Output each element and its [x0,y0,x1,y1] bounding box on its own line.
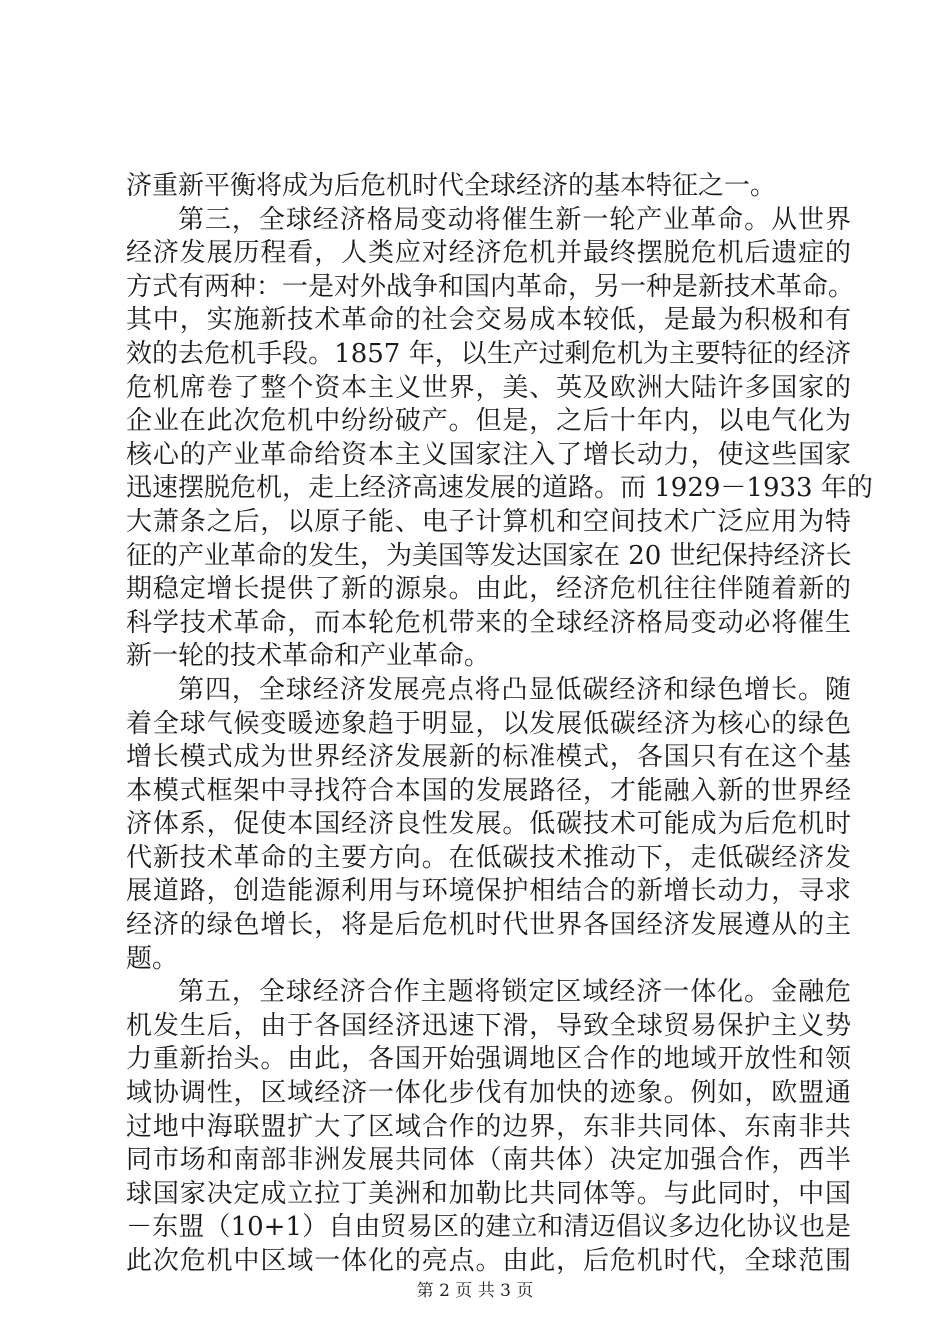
text-line: 效的去危机手段。1857 年，以生产过剩危机为主要特征的经济 [126,338,851,369]
text-line: 方式有两种：一是对外战争和国内革命，另一种是新技术革命。 [126,271,855,302]
text-line: 第五，全球经济合作主题将锁定区域经济一体化。金融危 [178,977,851,1008]
text-line: 同市场和南部非洲发展共同体（南共体）决定加强合作，西半 [126,1145,851,1176]
text-line: 增长模式成为世界经济发展新的标准模式，各国只有在这个基 [126,742,851,773]
text-line: 大萧条之后，以原子能、电子计算机和空间技术广泛应用为特 [126,506,851,537]
paragraph-third [126,204,873,674]
text-line: 其中，实施新技术革命的社会交易成本较低，是最为积极和有 [126,305,851,336]
text-line: 迅速摆脱危机，走上经济高速发展的道路。而 1929－1933 年的 [126,473,873,504]
text-line: 征的产业革命的发生，为美国等发达国家在 20 世纪保持经济长 [126,540,852,571]
text-line: 过地中海联盟扩大了区域合作的边界，东非共同体、东南非共 [126,1111,851,1142]
text-line: 济体系，促使本国经济良性发展。低碳技术可能成为后危机时 [126,809,851,840]
page-number-footer: 第 2 页 共 3 页 [416,1281,534,1301]
text-line: 展道路，创造能源利用与环境保护相结合的新增长动力，寻求 [126,876,851,907]
text-line: 题。 [126,943,179,974]
text-line: 力重新抬头。由此，各国开始强调地区合作的地域开放性和领 [126,1044,851,1075]
text-line: 危机席卷了整个资本主义世界，美、英及欧洲大陆许多国家的 [126,372,851,403]
text-line: 第四，全球经济发展亮点将凸显低碳经济和绿色增长。随 [178,674,851,705]
paragraph-fourth [126,674,851,976]
text-line: 此次危机中区域一体化的亮点。由此，后危机时代，全球范围 [126,1246,851,1276]
paragraph-fifth [126,976,851,1278]
text-line: －东盟（10+1）自由贸易区的建立和清迈倡议多边化协议也是 [126,1212,851,1243]
document-body [126,170,873,1279]
text-line: 期稳定增长提供了新的源泉。由此，经济危机往往伴随着新的 [126,574,851,605]
text-line: 机发生后，由于各国经济迅速下滑，导致全球贸易保护主义势 [126,1010,851,1041]
text-line: 经济的绿色增长，将是后危机时代世界各国经济发展遵从的主 [126,910,851,941]
text-line: 企业在此次危机中纷纷破产。但是，之后十年内，以电气化为 [126,406,851,437]
text-line: 新一轮的技术革命和产业革命。 [126,641,491,672]
text-line: 本模式框架中寻找符合本国的发展路径，才能融入新的世界经 [126,775,851,806]
text-line: 经济发展历程看，人类应对经济危机并最终摆脱危机后遗症的 [126,238,851,269]
text-line: 第三，全球经济格局变动将催生新一轮产业革命。从世界 [178,204,851,235]
text-line: 核心的产业革命给资本主义国家注入了增长动力，使这些国家 [126,439,851,470]
text-line: 济重新平衡将成为后危机时代全球经济的基本特征之一。 [126,171,777,201]
text-line: 代新技术革命的主要方向。在低碳技术推动下，走低碳经济发 [126,842,851,873]
text-line: 域协调性，区域经济一体化步伐有加快的迹象。例如，欧盟通 [126,1078,851,1109]
text-line: 科学技术革命，而本轮危机带来的全球经济格局变动必将催生 [126,607,851,638]
text-line: 球国家决定成立拉丁美洲和加勒比共同体等。与此同时，中国 [126,1178,851,1209]
text-line: 着全球气候变暖迹象趋于明显，以发展低碳经济为核心的绿色 [126,708,851,739]
paragraph-continuation [126,170,851,204]
